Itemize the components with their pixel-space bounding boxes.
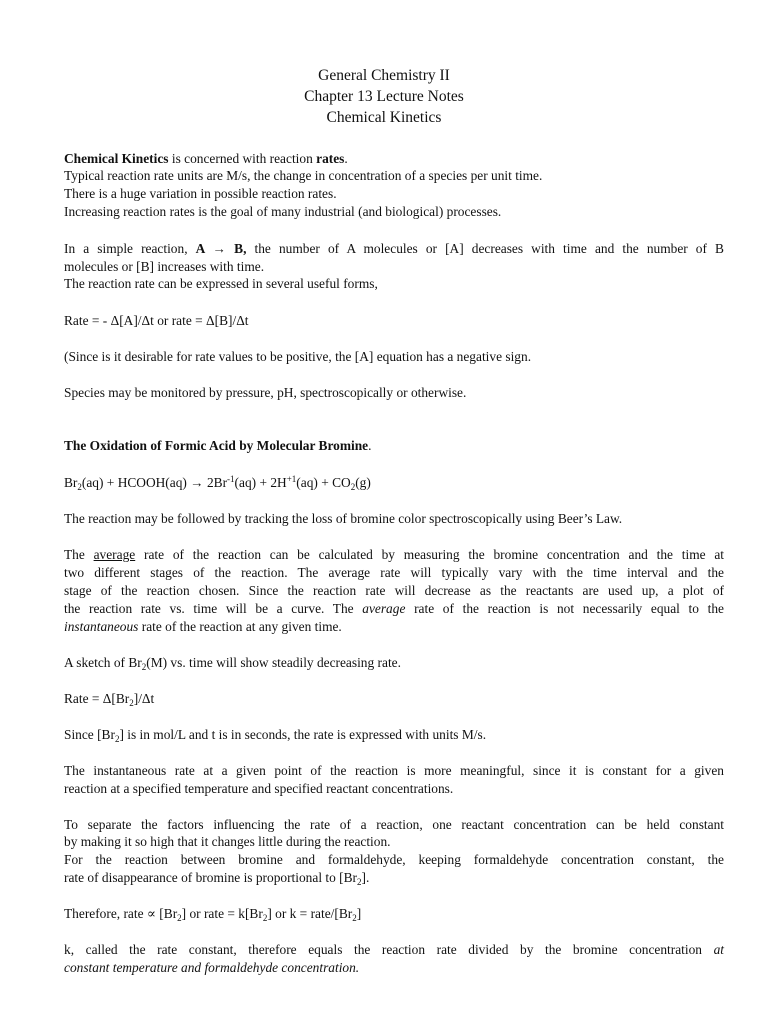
- intro-line-4: Increasing reaction rates is the goal of many industrial (and biological) processes.: [64, 204, 502, 219]
- average-rate-line-2: two different stages of the reaction. The average rate will typically vary with the time interval and the: [64, 565, 724, 580]
- beers-law-note: The reaction may be followed by tracking the loss of bromine color spectroscopically using Beer’s Law.: [64, 511, 623, 526]
- bromine-rate-equation: Rate = $\Delta[Br_2]/\Delta t$: [64, 691, 155, 708]
- topic-title: Chemical Kinetics: [326, 109, 442, 126]
- separate-line-2: by making it so high that it changes little during the reaction.: [64, 834, 391, 849]
- simple-reaction-line-2: molecules or [B] increases with time.: [64, 259, 265, 274]
- rate-constant-line-2: constant temperature and formaldehyde concentration.: [64, 960, 360, 975]
- chapter-title: Chapter 13 Lecture Notes: [304, 88, 464, 105]
- reaction-a-to-b: A → B,: [195, 241, 247, 256]
- term-rates: rates: [316, 151, 345, 166]
- intro-line-2: Typical reaction rate units are M/s, the change in concentration of a species per unit time.: [64, 168, 543, 183]
- instantaneous-line-2: reaction at a specified temperature and specified reactant concentrations.: [64, 781, 454, 796]
- chemical-equation: $Br_2(aq)$ + HCOOH(aq) → $2Br^{-1}(aq) + 2H^{+1}(aq) + CO_2(g)$: [64, 474, 371, 492]
- simple-reaction-line-1: In a simple reaction, A → B, the number of A molecules or [A] decreases with time and the number of B: [64, 241, 724, 256]
- average-rate-line-4: the reaction rate vs. time will be a curve. The average rate of the reaction is not necessarily equal to the: [64, 601, 724, 616]
- average-rate-line-1: The average rate of the reaction can be calculated by measuring the bromine concentration and the time at: [64, 547, 724, 562]
- rate-constant-line-1: k, called the rate constant, therefore equals the reaction rate divided by the bromine concentration at: [64, 942, 724, 957]
- section-heading: The Oxidation of Formic Acid by Molecular Bromine.: [64, 438, 372, 453]
- separate-line-3: For the reaction between bromine and formaldehyde, keeping formaldehyde concentration constant, the: [64, 852, 724, 867]
- average-rate-line-3: stage of the reaction chosen. Since the reaction rate will decrease as the reactants are used up, a plot of: [64, 583, 724, 598]
- sketch-note: A sketch of $Br_2(M)$ vs. time will show steadily decreasing rate.: [64, 655, 401, 672]
- units-note: Since $[Br_2]$ is in mol/L and t is in seconds, the rate is expressed with units M/s.: [64, 727, 487, 744]
- rate-equation: Rate = - Δ[A]/Δt or rate = Δ[B]/Δt: [64, 313, 249, 328]
- simple-reaction-line-3: The reaction rate can be expressed in several useful forms,: [64, 276, 378, 291]
- separate-line-4: rate of disappearance of bromine is proportional to $[Br_2]$.: [64, 870, 370, 887]
- monitoring-note: Species may be monitored by pressure, pH, spectroscopically or otherwise.: [64, 385, 467, 400]
- instantaneous-line-1: The instantaneous rate at a given point of the reaction is more meaningful, since it is constant for a given: [64, 763, 724, 778]
- separate-line-1: To separate the factors influencing the rate of a reaction, one reactant concentration can be held constant: [64, 817, 724, 832]
- intro-line-1: Chemical Kinetics is concerned with reaction rates.: [64, 151, 348, 166]
- course-title: General Chemistry II: [318, 67, 450, 84]
- rate-law-statement: Therefore, rate ∝ $[Br_2]$ or rate = $k[Br_2]$ or k = rate/$[Br_2]$: [64, 906, 362, 923]
- sign-note: (Since is it desirable for rate values to be positive, the [A] equation has a negative sign.: [64, 349, 532, 364]
- term-chemical-kinetics: Chemical Kinetics: [64, 151, 169, 166]
- average-rate-line-5: instantaneous rate of the reaction at any given time.: [64, 619, 342, 634]
- intro-line-3: There is a huge variation in possible reaction rates.: [64, 186, 337, 201]
